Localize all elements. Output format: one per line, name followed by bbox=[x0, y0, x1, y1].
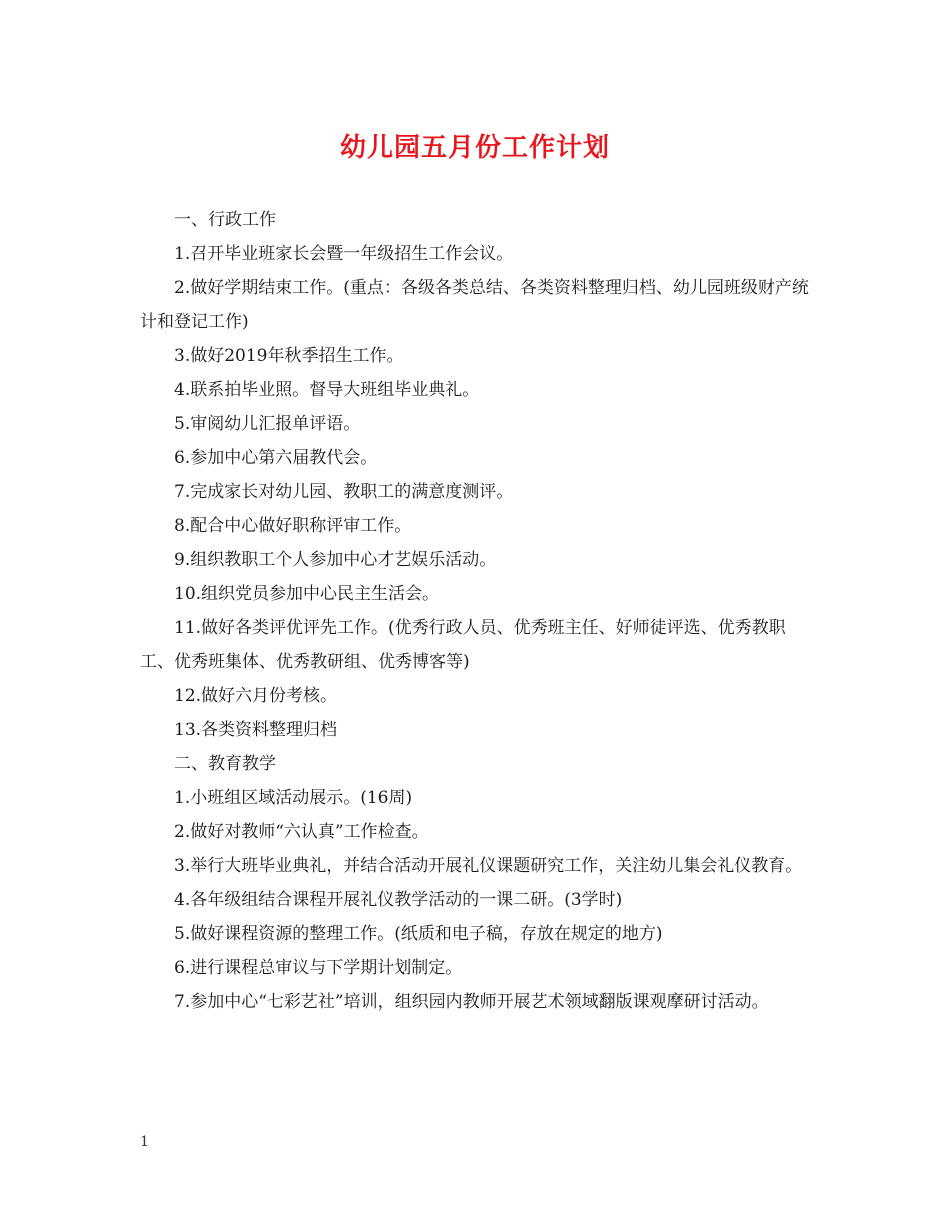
list-item: 5.审阅幼儿汇报单评语。 bbox=[174, 414, 361, 434]
list-item: 4.各年级组结合课程开展礼仪教学活动的一课二研。(3学时) bbox=[174, 890, 623, 910]
list-item: 1.小班组区域活动展示。(16周) bbox=[174, 788, 413, 808]
page-number: 1 bbox=[140, 1134, 149, 1150]
list-item: 5.做好课程资源的整理工作。(纸质和电子稿，存放在规定的地方) bbox=[174, 924, 663, 944]
list-item: 7.完成家长对幼儿园、教职工的满意度测评。 bbox=[174, 482, 514, 502]
list-item: 3.举行大班毕业典礼，并结合活动开展礼仪课题研究工作，关注幼儿集会礼仪教育。 bbox=[174, 856, 803, 876]
list-item: 7.参加中心“七彩艺社”培训，组织园内教师开展艺术领域翻版课观摩研讨活动。 bbox=[174, 992, 769, 1012]
list-item: 1.召开毕业班家长会暨一年级招生工作会议。 bbox=[174, 244, 514, 264]
document-title: 幼儿园五月份工作计划 bbox=[339, 133, 610, 163]
list-item: 10.组织党员参加中心民主生活会。 bbox=[174, 584, 440, 604]
list-item: 3.做好2019年秋季招生工作。 bbox=[174, 346, 404, 366]
list-item: 6.进行课程总审议与下学期计划制定。 bbox=[174, 958, 463, 978]
list-item: 11.做好各类评优评先工作。(优秀行政人员、优秀班主任、好师徒评选、优秀教职工、优秀班集体、优秀教研组、优秀博客等) bbox=[140, 618, 786, 672]
list-item: 2.做好对教师“六认真”工作检查。 bbox=[174, 822, 429, 842]
list-item: 4.联系拍毕业照。督导大班组毕业典礼。 bbox=[174, 380, 480, 400]
list-item: 8.配合中心做好职称评审工作。 bbox=[174, 516, 412, 536]
section-heading-teaching: 二、教育教学 bbox=[174, 754, 276, 774]
list-item: 6.参加中心第六届教代会。 bbox=[174, 448, 378, 468]
list-item: 9.组织教职工个人参加中心才艺娱乐活动。 bbox=[174, 550, 497, 570]
document-body bbox=[140, 203, 816, 1019]
list-item: 13.各类资料整理归档 bbox=[174, 720, 338, 740]
list-item: 2.做好学期结束工作。(重点：各级各类总结、各类资料整理归档、幼儿园班级财产统计和登记工作) bbox=[140, 278, 809, 332]
section-heading-admin: 一、行政工作 bbox=[174, 210, 276, 230]
list-item: 12.做好六月份考核。 bbox=[174, 686, 338, 706]
